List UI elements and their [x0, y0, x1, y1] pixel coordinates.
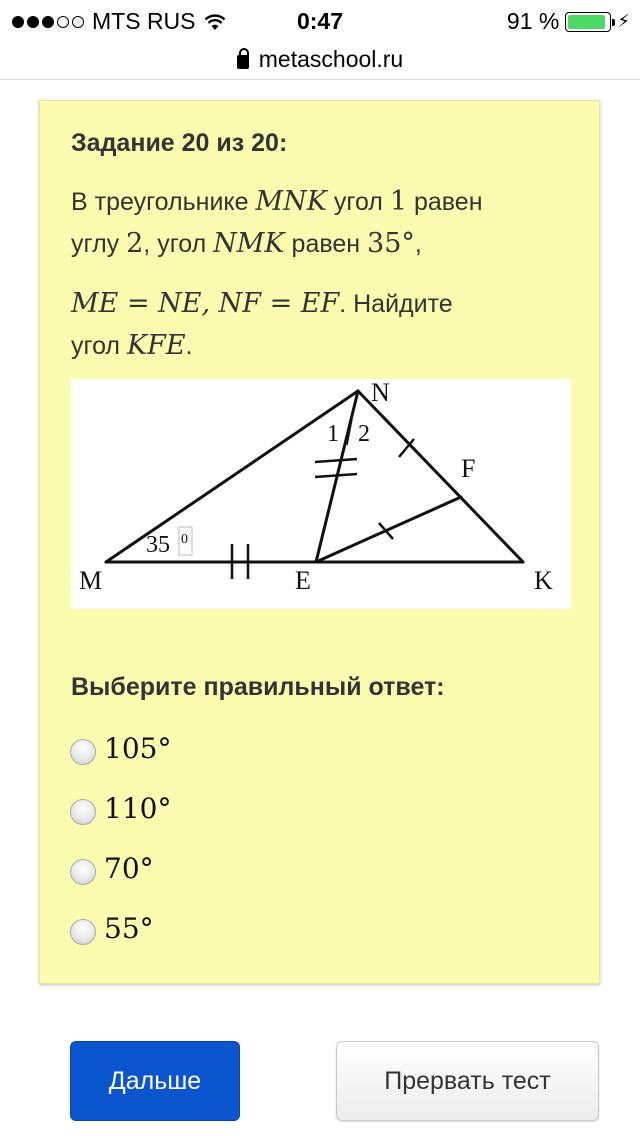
vertex-label-k: K — [534, 566, 553, 595]
segment-ef — [316, 497, 461, 562]
answer-option[interactable] — [70, 791, 171, 825]
triangle-figure — [71, 379, 571, 609]
vertex-label-n: N — [371, 379, 390, 407]
url-text: metaschool.ru — [258, 46, 404, 72]
text-fragment: равен — [284, 230, 368, 258]
radio-button[interactable] — [70, 799, 96, 825]
math-fragment: 1 — [389, 186, 408, 217]
tick-mark — [315, 474, 357, 477]
option-label: 110° — [104, 791, 172, 825]
status-bar — [0, 0, 640, 40]
degree-sign: 0 — [181, 532, 188, 547]
answer-option[interactable] — [70, 851, 154, 885]
task-line-3 — [71, 283, 581, 325]
text-fragment: равен — [407, 188, 483, 216]
segment-nk — [358, 391, 523, 562]
clock-time: 0:47 — [296, 8, 344, 34]
option-label: 55° — [104, 911, 154, 945]
text-fragment: угол — [71, 332, 127, 360]
radio-button[interactable] — [70, 859, 96, 885]
math-fragment: MNK — [255, 186, 327, 217]
math-fragment: ME = NE, NF = EF — [71, 288, 340, 319]
next-button[interactable]: Дальше — [70, 1041, 240, 1121]
task-title: Задание 20 из 20: — [71, 129, 288, 157]
option-label: 105° — [104, 731, 172, 765]
answer-option[interactable] — [70, 731, 171, 765]
text-fragment: В треугольнике — [71, 188, 256, 216]
stop-test-button[interactable]: Прервать тест — [336, 1041, 599, 1121]
task-line-4 — [71, 325, 581, 367]
task-text — [71, 181, 581, 367]
tick-mark — [315, 459, 357, 462]
battery-icon — [565, 12, 611, 32]
battery-tip — [612, 19, 615, 26]
battery-percent: 91 % — [506, 8, 560, 34]
lock-icon — [237, 55, 249, 69]
angle-label-1: 1 — [327, 421, 339, 447]
question-card — [39, 100, 600, 984]
angle-value-label: 35 — [146, 532, 170, 558]
text-fragment: . Найдите — [339, 290, 453, 318]
angle-label-2: 2 — [358, 421, 370, 447]
status-right — [507, 8, 630, 35]
address-bar[interactable] — [0, 40, 640, 80]
task-line-1 — [71, 181, 581, 223]
radio-button[interactable] — [70, 739, 96, 765]
vertex-label-e: E — [295, 566, 311, 595]
tick-mark — [379, 523, 393, 539]
carrier-name: MTS RUS — [92, 8, 196, 34]
battery-fill — [568, 15, 604, 29]
text-fragment: , — [414, 230, 422, 258]
answer-option[interactable] — [70, 911, 154, 945]
task-line-2 — [71, 223, 581, 265]
text-fragment: углу — [71, 230, 127, 258]
vertex-label-f: F — [461, 454, 476, 483]
math-fragment: 35° — [367, 228, 415, 259]
option-label: 70° — [104, 851, 154, 885]
text-fragment: угол — [326, 188, 390, 216]
text-fragment: , угол — [143, 230, 214, 258]
answer-prompt: Выберите правильный ответ: — [71, 673, 445, 701]
math-fragment: 2 — [126, 228, 144, 259]
math-fragment: KFE — [126, 330, 186, 361]
text-fragment: . — [185, 332, 193, 360]
math-fragment: NMK — [213, 228, 285, 259]
vertex-label-m: M — [79, 566, 103, 595]
radio-button[interactable] — [70, 919, 96, 945]
charging-bolt-icon: ⚡︎ — [617, 11, 630, 31]
